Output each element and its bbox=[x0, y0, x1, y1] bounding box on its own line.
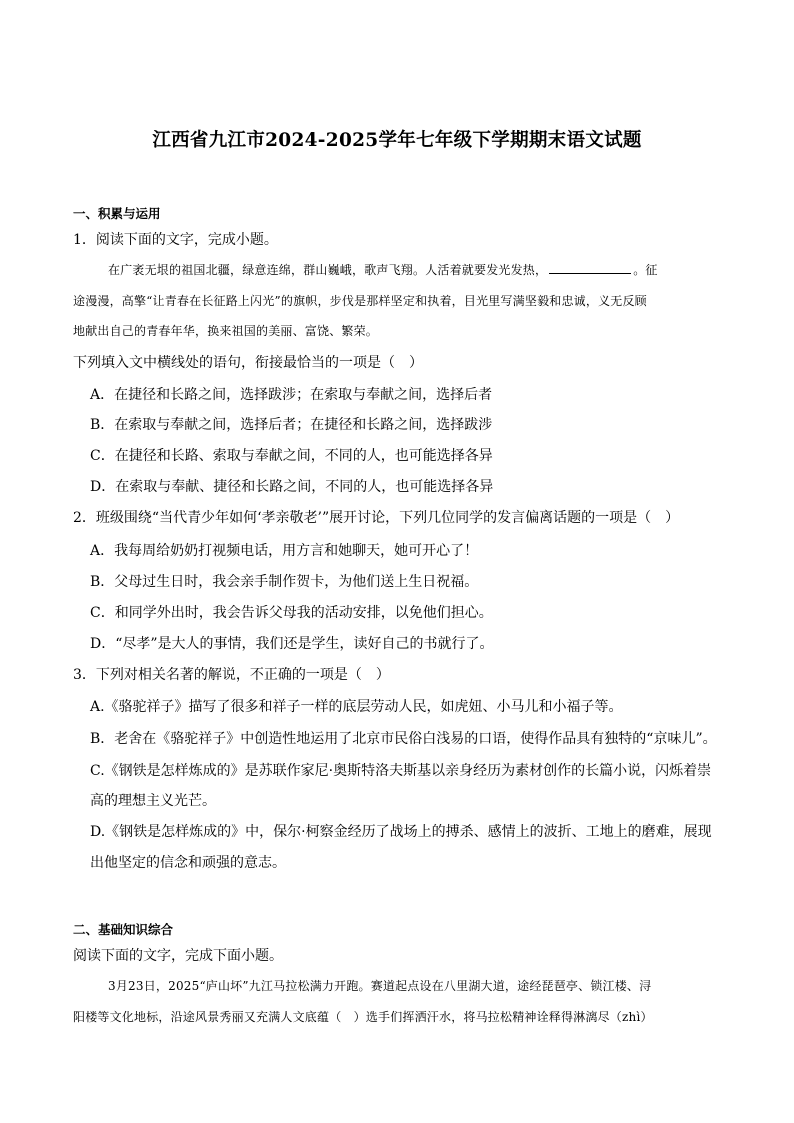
question-3-option-d-line-1: D.《钢铁是怎样炼成的》中，保尔·柯察金经历了战场上的搏杀、感情上的波折、工地上的磨难，展现 bbox=[90, 824, 712, 840]
question-2-option-d: D．“尽孝”是大人的事情，我们还是学生，读好自己的书就行了。 bbox=[90, 636, 494, 652]
question-2-stem: 2．班级围绕“当代青少年如何‘孝亲敬老’”展开讨论，下列几位同学的发言偏离话题的一项是（ ） bbox=[73, 510, 680, 526]
question-3-option-c-line-1: C.《钢铁是怎样炼成的》是苏联作家尼·奥斯特洛夫斯基以亲身经历为素材创作的长篇小说，闪烁着崇 bbox=[90, 763, 712, 779]
page-title: 江西省九江市2024-2025学年七年级下学期期末语文试题 bbox=[152, 130, 642, 151]
question-1-prompt: 下列填入文中横线处的语句，衔接最恰当的一项是（ ） bbox=[73, 355, 423, 371]
question-1-passage-line-2: 途漫漫，高擎“让青春在长征路上闪光”的旗帜，步伐是那样坚定和执着，目光里写满坚毅和忠诚，义无反顾 bbox=[73, 294, 647, 308]
question-2-option-c: C．和同学外出时，我会告诉父母我的活动安排，以免他们担心。 bbox=[90, 605, 493, 621]
section-heading-1: 一、积累与运用 bbox=[73, 206, 161, 221]
question-3-option-d-line-2: 出他坚定的信念和顽强的意志。 bbox=[90, 855, 286, 871]
passage-text: 。征 bbox=[633, 263, 658, 277]
question-3-option-c-line-2: 高的理想主义光芒。 bbox=[90, 793, 216, 809]
question-1-option-a: A．在捷径和长路之间，选择跋涉；在索取与奉献之间，选择后者 bbox=[90, 387, 493, 403]
section-2-passage-line-1: 3月23日，2025“庐山坏”九江马拉松满力开跑。赛道起点设在八里湖大道，途经琵琶亭、锁江楼、浔 bbox=[108, 979, 652, 993]
fill-in-blank bbox=[549, 261, 631, 274]
question-2-option-b: B．父母过生日时，我会亲手制作贺卡，为他们送上生日祝福。 bbox=[90, 574, 479, 590]
section-2-stem: 阅读下面的文字，完成下面小题。 bbox=[73, 948, 283, 964]
question-1-passage-line-1 bbox=[108, 261, 658, 278]
question-1-option-d: D．在索取与奉献、捷径和长路之间，不同的人，也可能选择各异 bbox=[90, 479, 494, 495]
question-1-option-c: C．在捷径和长路、索取与奉献之间，不同的人，也可能选择各异 bbox=[90, 448, 493, 464]
question-3-option-b: B．老舍在《骆驼祥子》中创造性地运用了北京市民俗白浅易的口语，使得作品具有独特的“京味儿”。 bbox=[90, 731, 717, 747]
question-2-option-a: A．我每周给奶奶打视频电话，用方言和她聊天，她可开心了！ bbox=[90, 543, 479, 559]
section-2-passage-line-2: 阳楼等文化地标，沿途风景秀丽又充满人文底蕴（ ）选手们挥洒汗水，将马拉松精神诠释得淋漓尽（zhì） bbox=[73, 1010, 653, 1024]
question-3-option-a: A.《骆驼祥子》描写了很多和祥子一样的底层劳动人民，如虎妞、小马儿和小福子等。 bbox=[90, 699, 623, 715]
question-1-passage-line-3: 地献出自己的青春年华，换来祖国的美丽、富饶、繁荣。 bbox=[73, 324, 379, 338]
question-3-stem: 3．下列对相关名著的解说，不正确的一项是（ ） bbox=[73, 667, 390, 683]
question-1-option-b: B．在索取与奉献之间，选择后者；在捷径和长路之间，选择跋涉 bbox=[90, 417, 493, 433]
question-1-stem: 1．阅读下面的文字，完成小题。 bbox=[73, 232, 278, 248]
section-heading-2: 二、基础知识综合 bbox=[73, 922, 174, 937]
passage-text: 在广袤无垠的祖国北疆，绿意连绵，群山巍峨，歌声飞翔。人活着就要发光发热， bbox=[108, 263, 548, 277]
